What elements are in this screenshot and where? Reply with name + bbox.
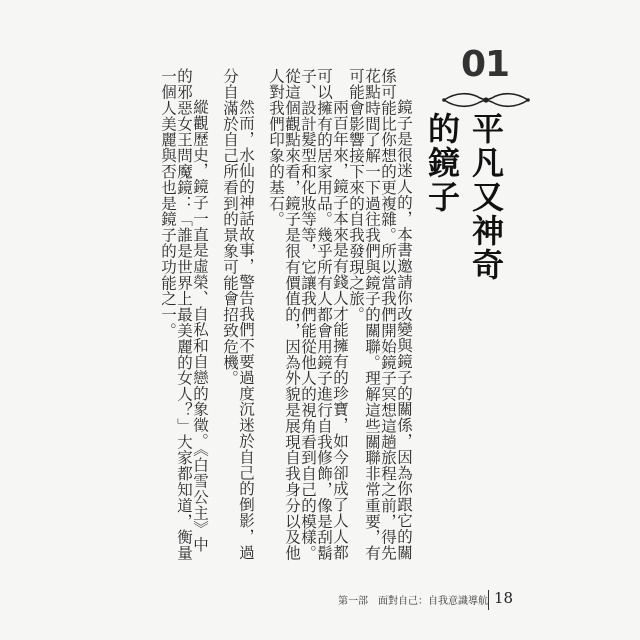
paragraph: 然而，水仙的神話故事，警告我們不要過度沉迷於自己的倒影，過分自滿於自己所看到的景象可能會招致危機。 bbox=[221, 68, 255, 561]
footer-divider bbox=[488, 590, 489, 610]
paragraph: 兩百年來，鏡子本來是有錢人才能擁有的珍寶，如今卻成了人人都可以擁有的居家用品。幾乎所有人都會用鏡子進行自我修飾，像是刮鬍子、設計髮型和化妝等等，它讓我們能從他人的視角看到自己的模樣。從這個觀點來看，鏡子是很有價值的，因為外貌是展現自我身分以及他人對我們印象的基石。 bbox=[267, 68, 349, 561]
page-footer bbox=[338, 588, 522, 612]
body-text bbox=[150, 68, 412, 568]
ornament-divider-icon bbox=[440, 86, 532, 114]
section-title: 第一部 面對自己：自我意識導航 bbox=[338, 596, 488, 607]
page-number: 18 bbox=[494, 589, 514, 607]
paragraph: 縱觀歷史，鏡子一直是虛榮、自私和自戀的象徵。《白雪公主》中的邪惡女王問魔鏡：「誰是世界上最美麗的女人？」大家都知道，衡量一個人美麗與否也是鏡子的功能之一。 bbox=[159, 68, 209, 561]
chapter-number: 01 bbox=[460, 44, 510, 85]
chapter-title: 平凡又神奇的鏡子 bbox=[423, 112, 505, 282]
paragraph: 鏡子是很迷人的，本書邀請你改變與鏡子的關係，因為你跟它的關係可能比你想的更複雜。所以當我們開始鏡子冥想這趟旅程之前，得先花點時間了解一下過往我們與鏡子的關聯。理解這些關聯非常重要，有可能會影響接下來的自我發現之旅。 bbox=[347, 68, 413, 561]
